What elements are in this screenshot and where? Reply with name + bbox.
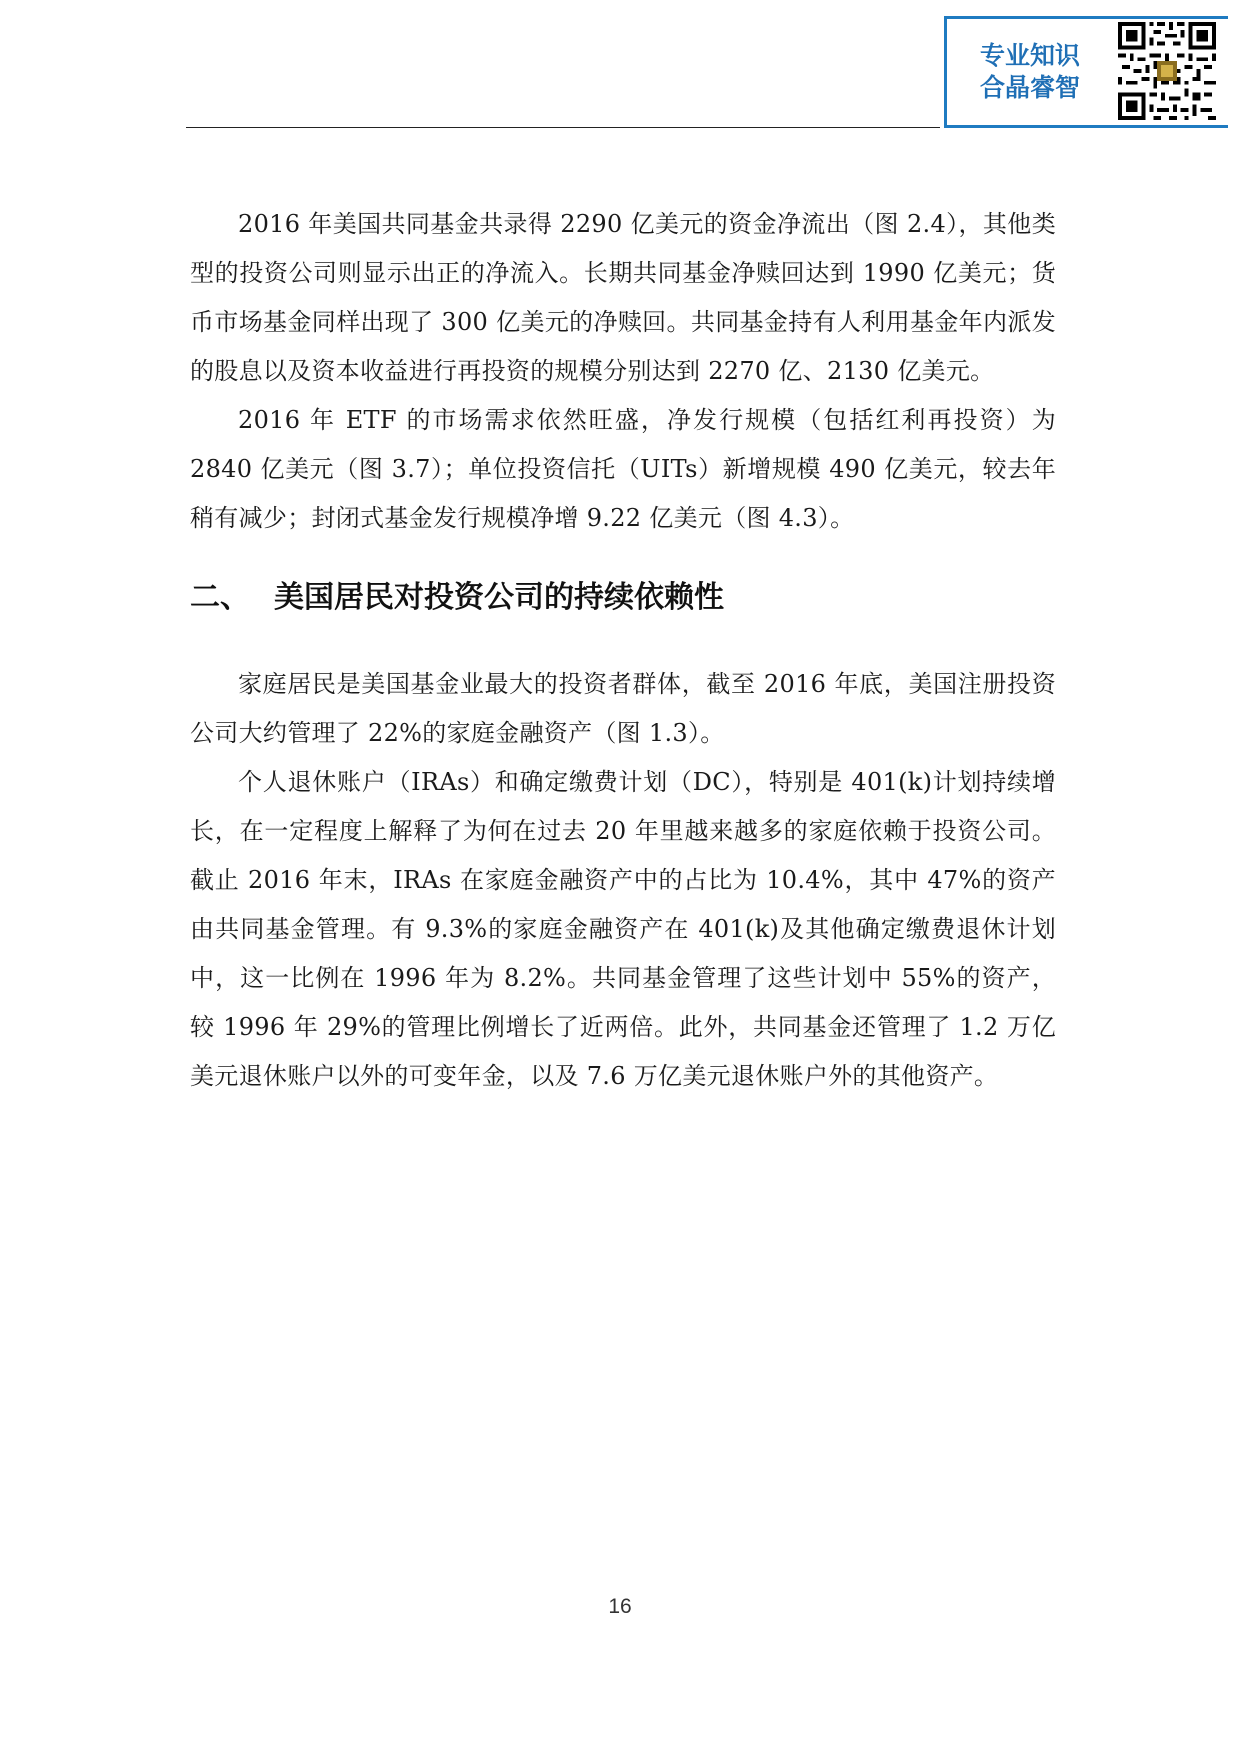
section-2-body [190,660,1056,1101]
header-brand-text [968,40,1080,104]
brand-line-1: 专业知识 [979,41,1080,70]
section-title: 美国居民对投资公司的持续依赖性 [274,580,724,615]
page-number: 16 [608,1595,632,1618]
section-number: 二、 [190,580,250,615]
paragraph: 2016 年 ETF 的市场需求依然旺盛，净发行规模（包括红利再投资）为 2840 亿美元（图 3.7）；单位投资信托（UITs）新增规模 490 亿美元，较去年稍有减少；封闭式基金发行规模净增 9.22 亿美元（图 4.3）。 [190,406,1056,532]
header-divider [186,127,940,128]
paragraph: 2016 年美国共同基金共录得 2290 亿美元的资金净流出（图 2.4），其他类型的投资公司则显示出正的净流入。长期共同基金净赎回达到 1990 亿美元；货币市场基金同样出现了 300 亿美元的净赎回。共同基金持有人利用基金年内派发的股息以及资本收益进行再投资的规模分别达到 2270 亿、2130 亿美元。 [190,210,1056,385]
qr-code-icon [1118,22,1216,120]
paragraph: 个人退休账户（IRAs）和确定缴费计划（DC），特别是 401(k)计划持续增长，在一定程度上解释了为何在过去 20 年里越来越多的家庭依赖于投资公司。截止 2016 年末，IRAs 在家庭金融资产中的占比为 10.4%，其中 47%的资产由共同基金管理。有 9.3%的家庭金融资产在 401(k)及其他确定缴费退休计划中，这一比例在 1996 年为 8.2%。共同基金管理了这些计划中 55%的资产，较 1996 年 29%的管理比例增长了近两倍。此外，共同基金还管理了 1.2 万亿美元退休账户以外的可变年金，以及 7.6 万亿美元退休账户外的其他资产。 [190,768,1056,1090]
section-heading [190,578,724,618]
paragraph: 家庭居民是美国基金业最大的投资者群体，截至 2016 年底，美国注册投资公司大约管理了 22%的家庭金融资产（图 1.3）。 [190,670,1056,747]
brand-line-2: 合晶睿智 [979,73,1080,102]
section-1-body [190,200,1056,543]
